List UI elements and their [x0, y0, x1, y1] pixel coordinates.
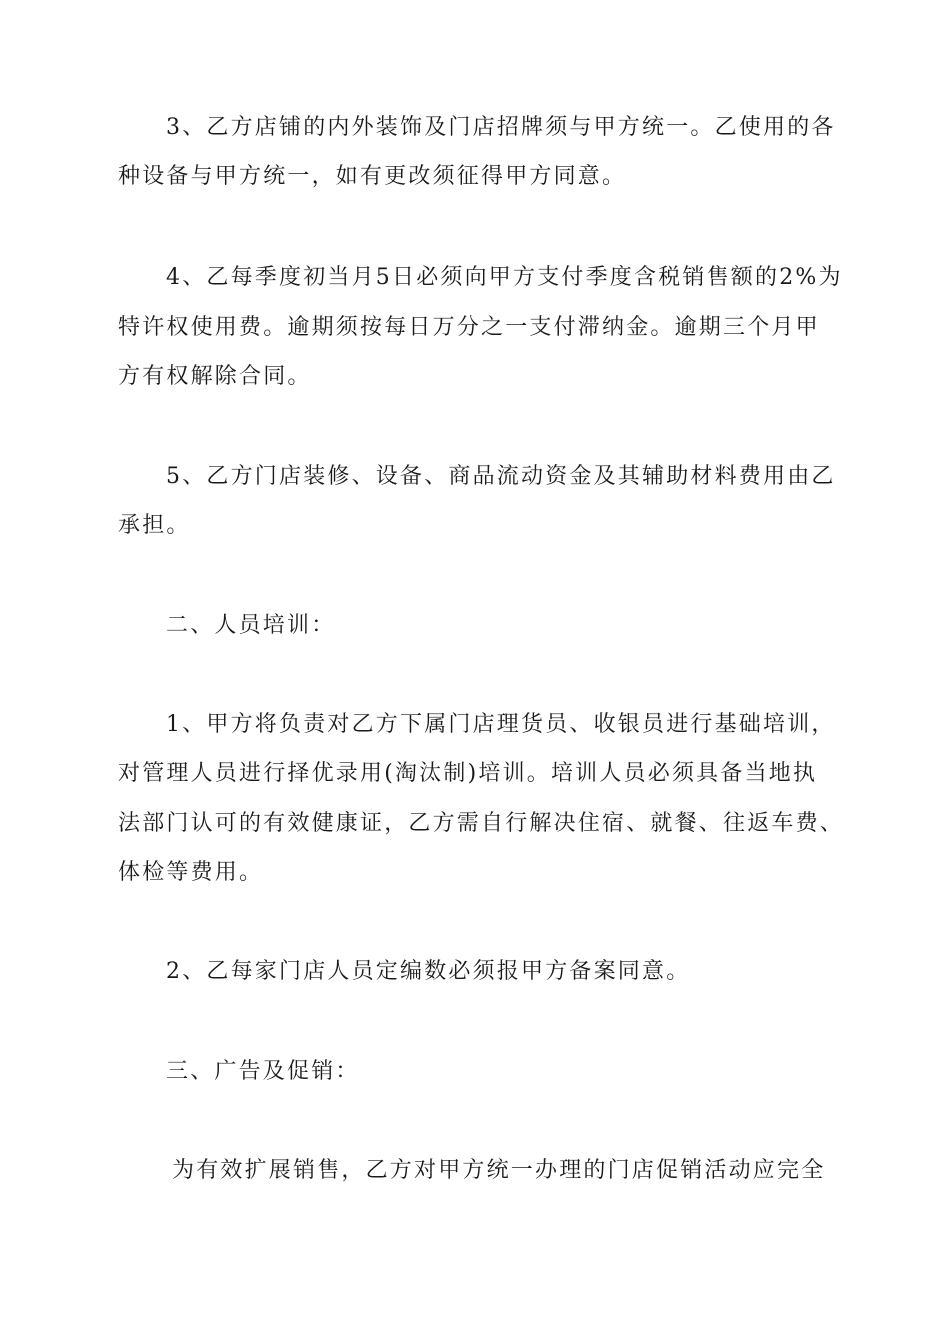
advertising-paragraph-line-1: 为有效扩展销售，乙方对甲方统一办理的门店促销活动应完全 — [172, 1158, 826, 1183]
training-item-1-line-1: 1、甲方将负责对乙方下属门店理货员、收银员进行基础培训， — [166, 712, 836, 737]
paragraph-3-line-1: 3、乙方店铺的内外装饰及门店招牌须与甲方统一。乙使用的各 — [166, 115, 836, 140]
paragraph-5-line-1: 5、乙方门店装修、设备、商品流动资金及其辅助材料费用由乙 — [166, 464, 836, 489]
paragraph-4-line-2: 特许权使用费。逾期须按每日万分之一支付滞纳金。逾期三个月甲 — [118, 315, 820, 340]
training-item-2: 2、乙每家门店人员定编数必须报甲方备案同意。 — [166, 959, 691, 984]
paragraph-4-line-3: 方有权解除合同。 — [118, 364, 312, 389]
section-heading-advertising: 三、广告及促销： — [166, 1059, 360, 1084]
training-item-1-line-4: 体检等费用。 — [118, 860, 264, 885]
paragraph-3-line-2: 种设备与甲方统一，如有更改须征得甲方同意。 — [118, 164, 627, 189]
paragraph-4-line-1: 4、乙每季度初当月5日必须向甲方支付季度含税销售额的2%为 — [166, 265, 843, 290]
section-heading-training: 二、人员培训： — [166, 613, 336, 638]
training-item-1-line-2: 对管理人员进行择优录用(淘汰制)培训。培训人员必须具备当地执 — [118, 761, 818, 786]
training-item-1-line-3: 法部门认可的有效健康证，乙方需自行解决住宿、就餐、往返车费、 — [118, 811, 845, 836]
paragraph-5-line-2: 承担。 — [118, 513, 191, 538]
